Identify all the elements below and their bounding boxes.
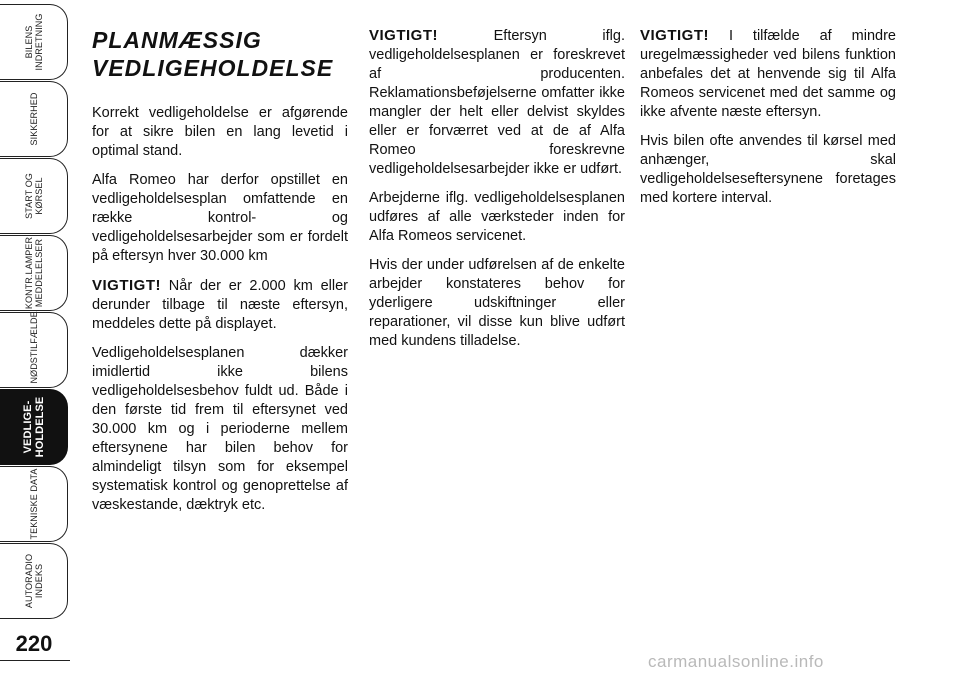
tab-tekniske-data[interactable] bbox=[0, 466, 68, 542]
important-label: VIGTIGT! bbox=[640, 27, 709, 44]
paragraph: Korrekt vedligeholdelse er afgørende for at sikre bilen en lang levetid i optimal stand. bbox=[92, 105, 348, 159]
page-number: 220 bbox=[15, 631, 53, 656]
tab-sikkerhed[interactable] bbox=[0, 81, 68, 157]
chapter-sidebar bbox=[0, 0, 75, 677]
paragraph-important bbox=[92, 276, 348, 334]
title-line-2: VEDLIGEHOLDELSE bbox=[92, 55, 334, 81]
paragraph-text: Eftersyn iflg. vedligeholdelsesplanen er foreskrevet af producenten. Reklamationsbeføjelserne omfatter ikke mangler der helt eller delvist skyldes eller er forværret ved at de af Alfa Romeo foreskrevne vedligeholdelsesarbejder ikke er udført. bbox=[369, 28, 625, 177]
page-number-divider bbox=[0, 660, 70, 661]
tab-label: START OG KØRSEL bbox=[23, 173, 44, 219]
tab-label: AUTORADIO INDEKS bbox=[23, 553, 44, 609]
paragraph-important bbox=[369, 26, 625, 179]
tab-label: KONTR.LAMPER MEDDELELSER bbox=[23, 236, 44, 310]
paragraph: Alfa Romeo har derfor opstillet en vedligeholdelsesplan omfattende en række kontrol- og vedligeholdelsesarbejder som er fordelt på eftersyn hver 30.000 km bbox=[92, 172, 348, 264]
tab-i-nodstilfaelde[interactable] bbox=[0, 312, 68, 388]
tab-label: BILENS INDRETNING bbox=[23, 13, 44, 71]
watermark: carmanualsonline.info bbox=[648, 652, 824, 671]
paragraph-important bbox=[640, 26, 896, 122]
tab-bilens-indretning[interactable] bbox=[0, 4, 68, 80]
column-3 bbox=[640, 26, 896, 218]
column-1 bbox=[92, 26, 348, 525]
tab-vedligeholdelse[interactable] bbox=[0, 389, 68, 465]
paragraph-text: I tilfælde af mindre uregelmæssigheder ved bilens funktion anbefales det at henvende sig til Alfa Romeos servicenet med det samme og ikke afvente næste eftersyn. bbox=[640, 28, 896, 120]
page-title bbox=[92, 26, 348, 82]
paragraph: Hvis bilen ofte anvendes til kørsel med anhænger, skal vedligeholdelseseftersynene foretages med kortere interval. bbox=[640, 133, 896, 206]
tab-kontrollamper[interactable] bbox=[0, 235, 68, 311]
paragraph: Hvis der under udførelsen af de enkelte arbejder konstateres behov for yderligere udskiftninger eller reparationer, vil disse kun blive udført med kundens tilladelse. bbox=[369, 257, 625, 349]
tab-start-og-korsel[interactable] bbox=[0, 158, 68, 234]
tab-label: TEKNISKE DATA bbox=[28, 468, 39, 540]
tab-label: SIKKERHED bbox=[28, 92, 39, 146]
tab-label: VEDLIGE- HOLDELSE bbox=[21, 396, 46, 458]
important-label: VIGTIGT! bbox=[369, 27, 438, 44]
column-2 bbox=[369, 26, 625, 361]
paragraph: Vedligeholdelsesplanen dækker imidlertid ikke bilens vedligeholdelsesbehov fuldt ud. Både i den første tid frem til eftersynet ved 30.000 km og i perioderne mellem eftersynene har bilen behov for almindeligt tilsyn som for eksempel systematisk kontrol og genoprettelse af væskestande, dæktryk etc. bbox=[92, 345, 348, 513]
paragraph-text: Når der er 2.000 km eller derunder tilbage til næste eftersyn, meddeles dette på displayet. bbox=[92, 278, 348, 332]
tab-label: I NØDSTILFÆLDE bbox=[28, 311, 39, 389]
important-label: VIGTIGT! bbox=[92, 277, 161, 294]
tab-autoradio-indeks[interactable] bbox=[0, 543, 68, 619]
paragraph: Arbejderne iflg. vedligeholdelsesplanen udføres af alle værksteder inden for Alfa Romeos servicenet. bbox=[369, 190, 625, 244]
title-line-1: PLANMÆSSIG bbox=[92, 27, 262, 53]
